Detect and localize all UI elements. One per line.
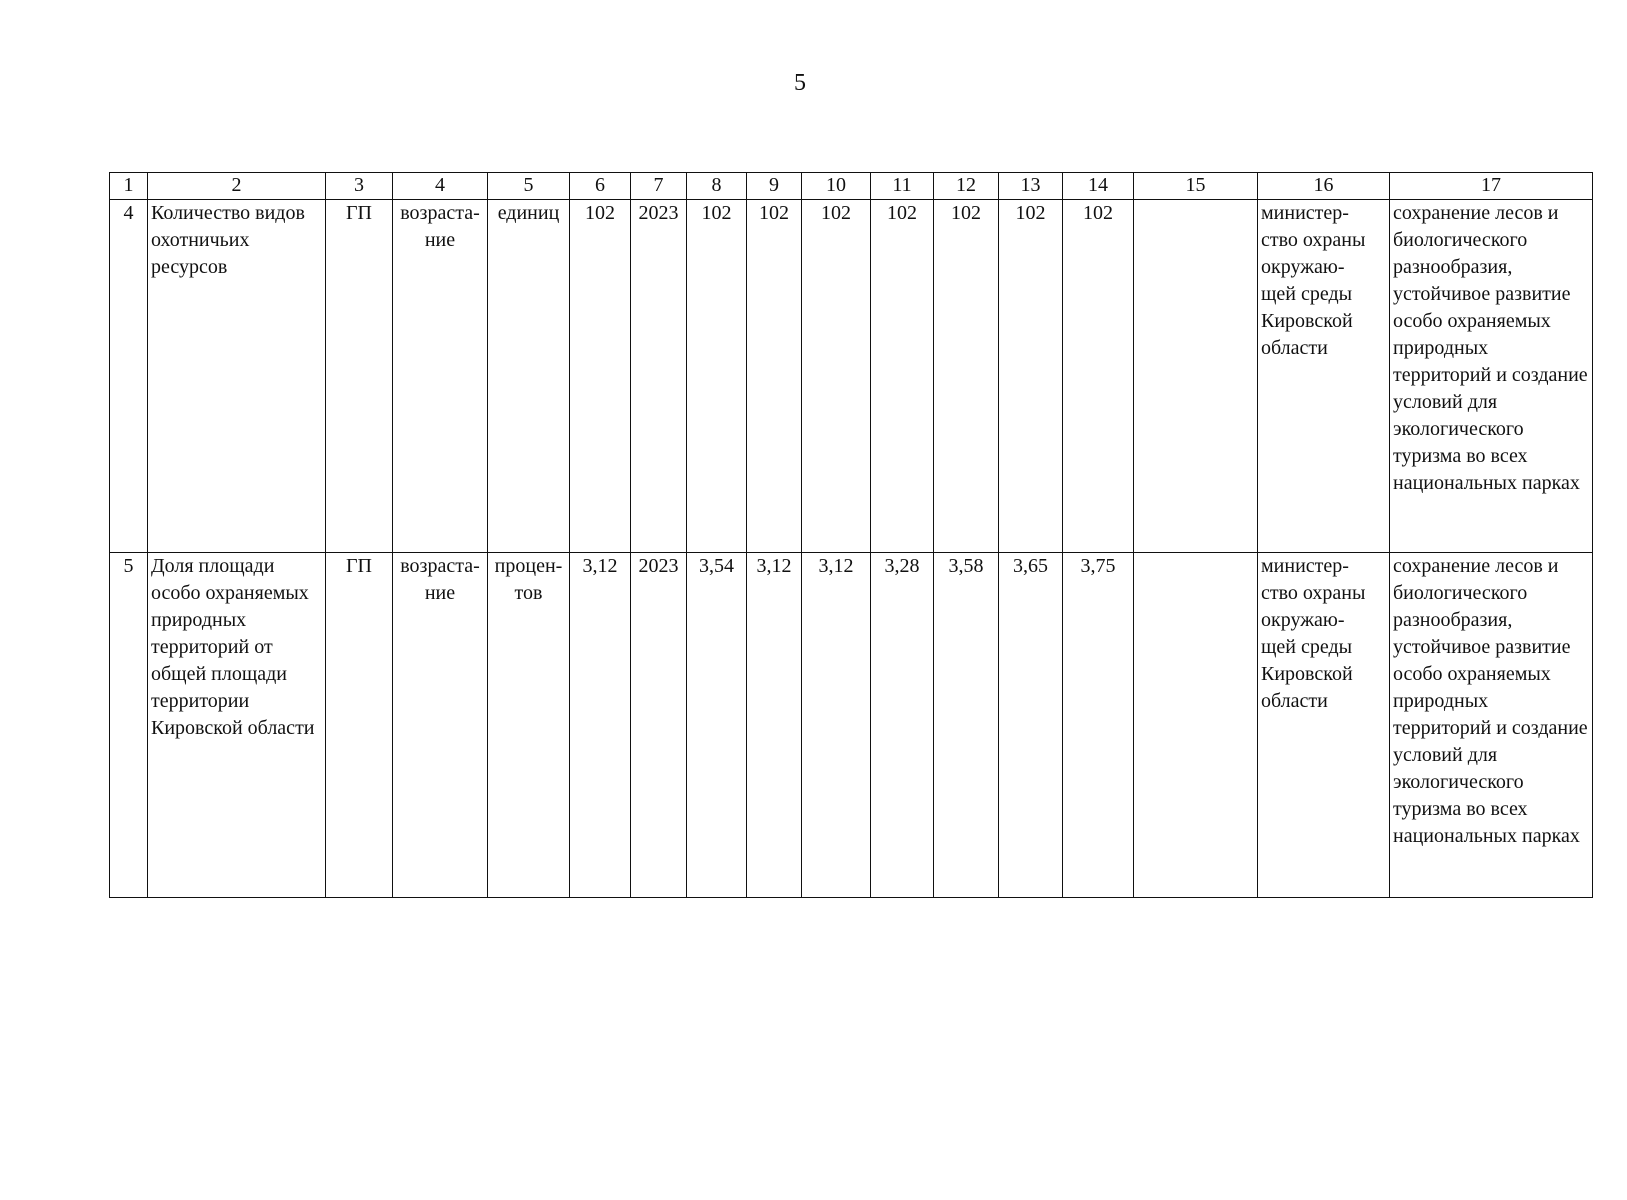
column-number: 5 — [488, 173, 570, 200]
value-cell: 3,75 — [1063, 553, 1134, 898]
trend-direction-cell: возраста- ние — [393, 200, 488, 553]
row-number-cell: 4 — [110, 200, 148, 553]
empty-cell — [1134, 553, 1258, 898]
column-number: 7 — [631, 173, 687, 200]
column-number: 10 — [802, 173, 871, 200]
value-cell: 3,12 — [570, 553, 631, 898]
column-number: 11 — [871, 173, 934, 200]
value-cell: 3,12 — [747, 553, 802, 898]
value-cell: 3,65 — [999, 553, 1063, 898]
column-number: 16 — [1258, 173, 1390, 200]
value-cell: 3,12 — [802, 553, 871, 898]
indicator-type-cell: ГП — [326, 553, 393, 898]
value-cell: 102 — [934, 200, 999, 553]
responsible-body-cell: министер- ство охраны окружаю- щей среды Кировской области — [1258, 553, 1390, 898]
value-cell: 102 — [570, 200, 631, 553]
unit-cell: процен- тов — [488, 553, 570, 898]
page-number: 5 — [794, 70, 806, 96]
value-cell: 102 — [1063, 200, 1134, 553]
trend-direction-cell: возраста- ние — [393, 553, 488, 898]
column-number: 15 — [1134, 173, 1258, 200]
value-cell: 102 — [687, 200, 747, 553]
column-number: 12 — [934, 173, 999, 200]
indicators-table — [109, 172, 1593, 898]
column-number: 9 — [747, 173, 802, 200]
value-cell: 3,58 — [934, 553, 999, 898]
year-cell: 2023 — [631, 553, 687, 898]
value-cell: 102 — [999, 200, 1063, 553]
column-number: 17 — [1390, 173, 1593, 200]
row-number-cell: 5 — [110, 553, 148, 898]
indicator-type-cell: ГП — [326, 200, 393, 553]
value-cell: 3,54 — [687, 553, 747, 898]
indicator-name-cell: Доля площади особо охраняемых природных территорий от общей площади территории Кировской области — [148, 553, 326, 898]
year-cell: 2023 — [631, 200, 687, 553]
responsible-body-cell: министер- ство охраны окружаю- щей среды Кировской области — [1258, 200, 1390, 553]
column-number-row — [110, 173, 1593, 200]
table-row — [110, 553, 1593, 898]
table-row — [110, 200, 1593, 553]
column-number: 6 — [570, 173, 631, 200]
column-number: 4 — [393, 173, 488, 200]
goal-cell: сохранение лесов и биологического разнообразия, устойчивое развитие особо охраняемых природных территорий и создание условий для экологического туризма во всех национальных парках — [1390, 553, 1593, 898]
value-cell: 3,28 — [871, 553, 934, 898]
column-number: 3 — [326, 173, 393, 200]
value-cell: 102 — [871, 200, 934, 553]
column-number: 14 — [1063, 173, 1134, 200]
indicator-name-cell: Количество видов охотничьих ресурсов — [148, 200, 326, 553]
column-number: 2 — [148, 173, 326, 200]
column-number: 13 — [999, 173, 1063, 200]
value-cell: 102 — [747, 200, 802, 553]
column-number: 8 — [687, 173, 747, 200]
empty-cell — [1134, 200, 1258, 553]
unit-cell: единиц — [488, 200, 570, 553]
goal-cell: сохранение лесов и биологического разнообразия, устойчивое развитие особо охраняемых природных территорий и создание условий для экологического туризма во всех национальных парках — [1390, 200, 1593, 553]
column-number: 1 — [110, 173, 148, 200]
value-cell: 102 — [802, 200, 871, 553]
